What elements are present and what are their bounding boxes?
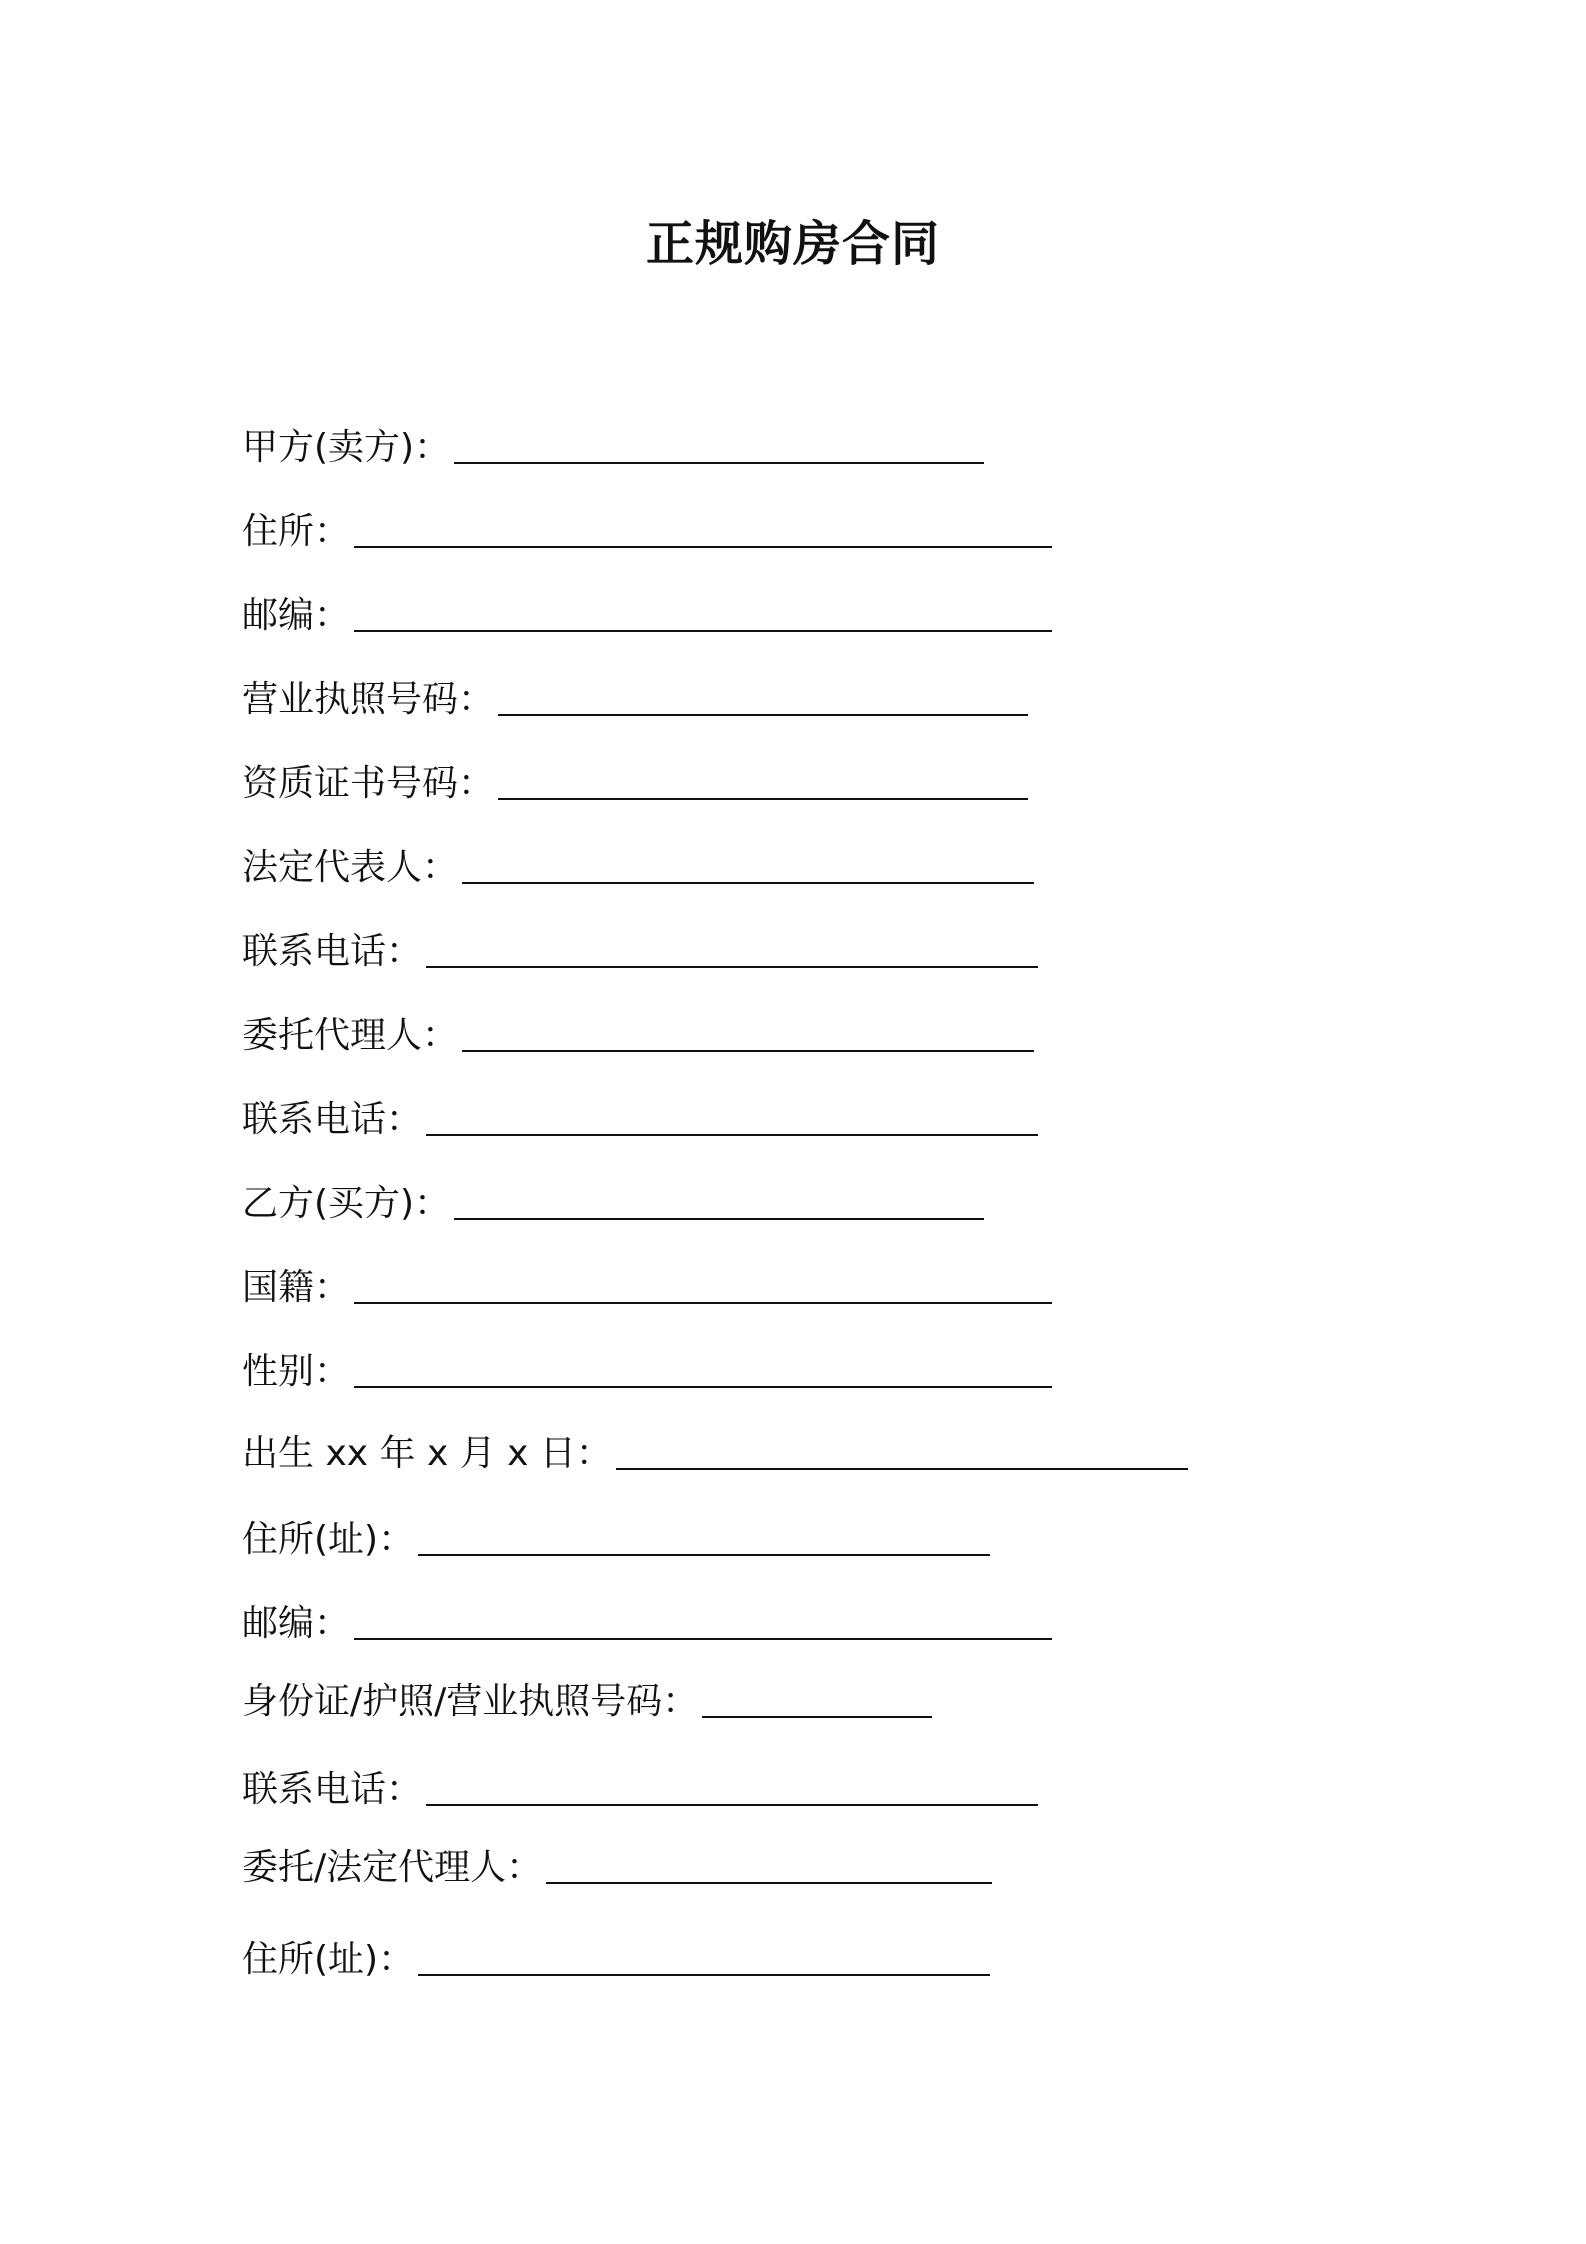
field-label: 联系电话： — [242, 1769, 423, 1810]
field-seller-agent — [242, 1002, 1034, 1058]
field-buyer-postcode — [242, 1590, 1052, 1646]
document-title: 正规购房合同 — [645, 216, 940, 272]
field-label: 委托代理人： — [242, 1015, 459, 1056]
field-label: 邮编： — [242, 1603, 351, 1644]
field-label: 营业执照号码： — [242, 679, 495, 720]
field-label: 出生 xx 年 x 月 x 日： — [242, 1433, 612, 1474]
fill-in-blank — [418, 1516, 990, 1556]
field-label: 国籍： — [242, 1267, 351, 1308]
fill-in-blank — [462, 844, 1034, 884]
field-buyer-agent-address — [242, 1926, 990, 1982]
field-seller-party — [242, 414, 984, 470]
field-label: 法定代表人： — [242, 847, 459, 888]
field-business-license — [242, 666, 1028, 722]
field-buyer-party — [242, 1170, 984, 1226]
fill-in-blank — [426, 1096, 1038, 1136]
fill-in-blank — [354, 1264, 1052, 1304]
field-label: 身份证/护照/营业执照号码： — [242, 1681, 699, 1722]
field-label: 委托/法定代理人： — [242, 1847, 543, 1888]
fill-in-blank — [702, 1678, 932, 1718]
fill-in-blank — [454, 1180, 984, 1220]
fill-in-blank — [426, 1766, 1038, 1806]
field-buyer-birthdate — [242, 1420, 1188, 1476]
fill-in-blank — [354, 508, 1052, 548]
field-buyer-id-number — [242, 1668, 932, 1724]
field-label: 邮编： — [242, 595, 351, 636]
fill-in-blank — [426, 928, 1038, 968]
field-seller-postcode — [242, 582, 1052, 638]
fill-in-blank — [454, 424, 984, 464]
field-qualification-cert — [242, 750, 1028, 806]
fill-in-blank — [462, 1012, 1034, 1052]
field-label: 联系电话： — [242, 931, 423, 972]
field-legal-representative — [242, 834, 1034, 890]
field-seller-phone — [242, 918, 1038, 974]
field-buyer-phone — [242, 1756, 1038, 1812]
field-label: 资质证书号码： — [242, 763, 495, 804]
field-label: 住所： — [242, 511, 351, 552]
fill-in-blank — [354, 592, 1052, 632]
field-buyer-nationality — [242, 1254, 1052, 1310]
field-label: 甲方(卖方)： — [242, 427, 451, 468]
fill-in-blank — [498, 676, 1028, 716]
fill-in-blank — [354, 1348, 1052, 1388]
field-label: 乙方(买方)： — [242, 1183, 451, 1224]
field-buyer-gender — [242, 1338, 1052, 1394]
fill-in-blank — [354, 1600, 1052, 1640]
fill-in-blank — [498, 760, 1028, 800]
field-label: 联系电话： — [242, 1099, 423, 1140]
field-seller-agent-phone — [242, 1086, 1038, 1142]
field-label: 住所(址)： — [242, 1939, 415, 1980]
field-buyer-agent — [242, 1834, 992, 1890]
field-label: 住所(址)： — [242, 1519, 415, 1560]
field-seller-address — [242, 498, 1052, 554]
fill-in-blank — [616, 1430, 1188, 1470]
fill-in-blank — [418, 1936, 990, 1976]
field-label: 性别： — [242, 1351, 351, 1392]
field-buyer-address — [242, 1506, 990, 1562]
fill-in-blank — [546, 1844, 992, 1884]
